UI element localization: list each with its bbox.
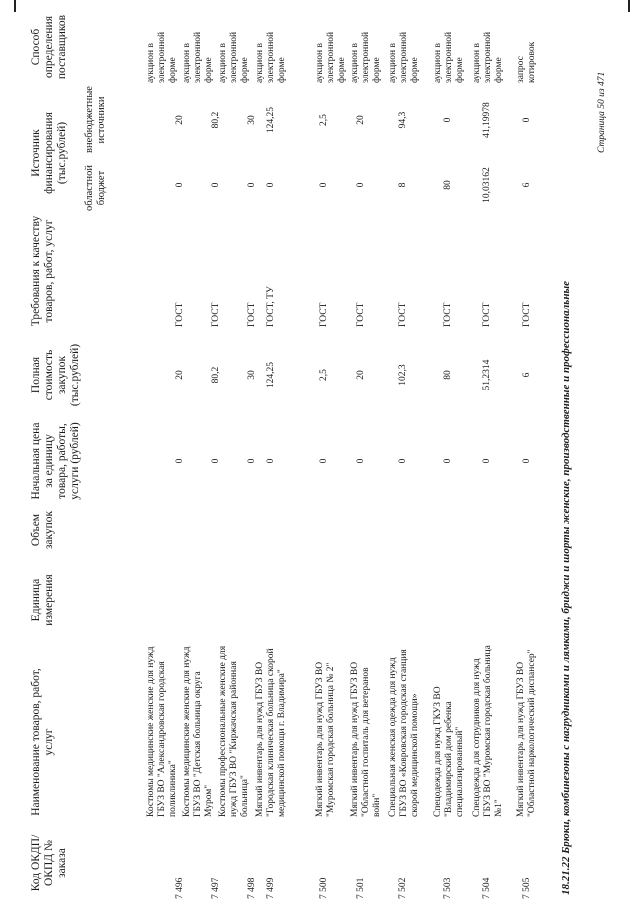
- row-name: Спецодежда для нужд ГКУЗ ВО "Владимирский дом ребенка специализированный": [433, 686, 465, 817]
- row-requirements: ГОСТ: [443, 302, 453, 327]
- row-start-price: 0: [443, 458, 453, 464]
- row-method: аукцион в электронной форме: [218, 31, 250, 83]
- row-requirements: ГОСТ, ТУ: [266, 286, 276, 327]
- row-total-cost: 124,25: [266, 361, 276, 389]
- row-funding-extra: 94,3: [398, 111, 408, 129]
- header-volume: Объем закупок: [30, 510, 55, 550]
- row-funding-extra: 41,19978: [482, 102, 492, 138]
- row-method: аукцион в электронной форме: [388, 31, 420, 83]
- row-code: 7 497: [211, 877, 221, 899]
- row-funding-regional: 10,03162: [482, 167, 492, 203]
- row-requirements: ГОСТ: [247, 302, 257, 327]
- row-total-cost: 30: [247, 370, 257, 380]
- row-start-price: 0: [356, 458, 366, 464]
- row-requirements: ГОСТ: [398, 302, 408, 327]
- row-start-price: 0: [398, 458, 408, 464]
- row-funding-regional: 6: [522, 182, 532, 188]
- row-code: 7 501: [356, 877, 366, 899]
- row-method: аукцион в электронной форме: [255, 31, 287, 83]
- row-start-price: 0: [319, 458, 329, 464]
- row-method: аукцион в электронной форме: [350, 31, 382, 83]
- header-unit: Единица измерения: [30, 574, 55, 626]
- row-total-cost: 102,3: [398, 364, 408, 386]
- row-funding-extra: 2,5: [319, 114, 329, 126]
- row-code: 7 503: [443, 877, 453, 899]
- row-requirements: ГОСТ: [522, 302, 532, 327]
- row-method: аукцион в электронной форме: [315, 31, 347, 83]
- row-name: Костюмы медицинские женские для нужд ГБУЗ ВО "Александровская городская поликлиника": [146, 646, 178, 817]
- row-code: 7 500: [319, 877, 329, 899]
- row-total-cost: 51,2314: [482, 359, 492, 391]
- header-code: Код ОКДП/ ОКПД № заказа: [30, 834, 68, 892]
- row-method: запрос котировок: [516, 41, 537, 83]
- header-requirements: Требования к качеству товаров, работ, услуг: [30, 215, 55, 327]
- row-name: Спецодежда для сотрудников для нужд ГБУЗ ВО "Муромская городская больница №1": [472, 645, 504, 817]
- row-name: Мягкий инвентарь для нужд ГБУЗ ВО "Муромская городская больница № 2": [315, 661, 336, 817]
- header-method: Способ определения поставщиков: [30, 14, 68, 80]
- header-name: Наименование товаров, работ, услуг: [30, 668, 55, 816]
- row-funding-regional: 0: [175, 182, 185, 188]
- row-funding-regional: 0: [319, 182, 329, 188]
- row-requirements: ГОСТ: [211, 302, 221, 327]
- row-code: 7 502: [398, 877, 408, 899]
- row-method: аукцион в электронной форме: [472, 31, 504, 83]
- row-name: Мягкий инвентарь для нужд ГБУЗ ВО "Городская клиническая больница скорой медицинской помощи г. Владимира": [255, 648, 287, 817]
- row-code: 7 499: [266, 877, 276, 899]
- row-requirements: ГОСТ: [356, 302, 366, 327]
- binding-mark-bottom: [628, 0, 630, 12]
- row-requirements: ГОСТ: [319, 302, 329, 327]
- row-start-price: 0: [211, 458, 221, 464]
- row-funding-extra: 80,2: [211, 111, 221, 129]
- row-method: аукцион в электронной форме: [146, 31, 178, 83]
- row-name: Специальная женская одежда для нужд ГБУЗ ВО «Ковровская городская станция скорой медицинской помощи»: [388, 649, 420, 817]
- row-funding-regional: 0: [211, 182, 221, 188]
- row-funding-extra: 30: [247, 115, 257, 125]
- row-requirements: ГОСТ: [175, 302, 185, 327]
- row-start-price: 0: [247, 458, 257, 464]
- row-funding-regional: 8: [398, 182, 408, 188]
- row-name: Костюмы медицинские женские для нужд ГБУЗ ВО "Детская больница округа Муром": [182, 646, 214, 817]
- row-total-cost: 20: [356, 370, 366, 380]
- row-funding-extra: 20: [175, 115, 185, 125]
- row-funding-extra: 0: [443, 117, 453, 123]
- row-start-price: 0: [522, 458, 532, 464]
- row-name: Мягкий инвентарь для нужд ГБУЗ ВО "Областной наркологический диспансер": [516, 649, 537, 817]
- page-footer: Страница 50 из 471: [597, 71, 607, 153]
- row-code: 7 504: [482, 877, 492, 899]
- section-heading: 18.21.22 Брюки, комбинезоны с нагрудниками и лямками, бриджи и шорты женские, производственные и профессиональные: [560, 281, 572, 895]
- header-funding-extra: внебюджетные источники: [84, 86, 107, 153]
- header-start-price: Начальная цена за единицу товара, работы, услуги (рублей): [30, 422, 81, 500]
- row-name: Мягкий инвентарь для нужд ГБУЗ ВО "Областной госпиталь для ветеранов войн": [350, 661, 382, 817]
- row-code: 7 498: [247, 877, 257, 899]
- row-method: аукцион в электронной форме: [182, 31, 214, 83]
- row-total-cost: 80,2: [211, 366, 221, 384]
- binding-mark-top: [14, 0, 16, 12]
- row-start-price: 0: [175, 458, 185, 464]
- header-funding-regional: областной бюджет: [84, 165, 107, 211]
- row-start-price: 0: [482, 458, 492, 464]
- row-total-cost: 20: [175, 370, 185, 380]
- row-total-cost: 2,5: [319, 369, 329, 381]
- row-total-cost: 80: [443, 370, 453, 380]
- row-code: 7 496: [175, 877, 185, 899]
- row-code: 7 505: [522, 877, 532, 899]
- header-funding: Источник финансирования (тыс.рублей): [30, 112, 68, 194]
- row-method: аукцион в электронной форме: [433, 31, 465, 83]
- row-funding-regional: 0: [247, 182, 257, 188]
- row-funding-regional: 0: [356, 182, 366, 188]
- row-requirements: ГОСТ: [482, 302, 492, 327]
- row-funding-extra: 0: [522, 117, 532, 123]
- row-start-price: 0: [266, 458, 276, 464]
- row-funding-extra: 20: [356, 115, 366, 125]
- header-total-cost: Полная стоимость закупок (тыс.рублей): [30, 343, 81, 407]
- row-funding-regional: 0: [266, 182, 276, 188]
- row-funding-extra: 124,25: [266, 106, 276, 134]
- row-name: Костюмы профессиональные женские для нужд ГБУЗ ВО "Киржачская районная больница": [218, 645, 250, 817]
- row-funding-regional: 80: [443, 180, 453, 190]
- row-total-cost: 6: [522, 372, 532, 378]
